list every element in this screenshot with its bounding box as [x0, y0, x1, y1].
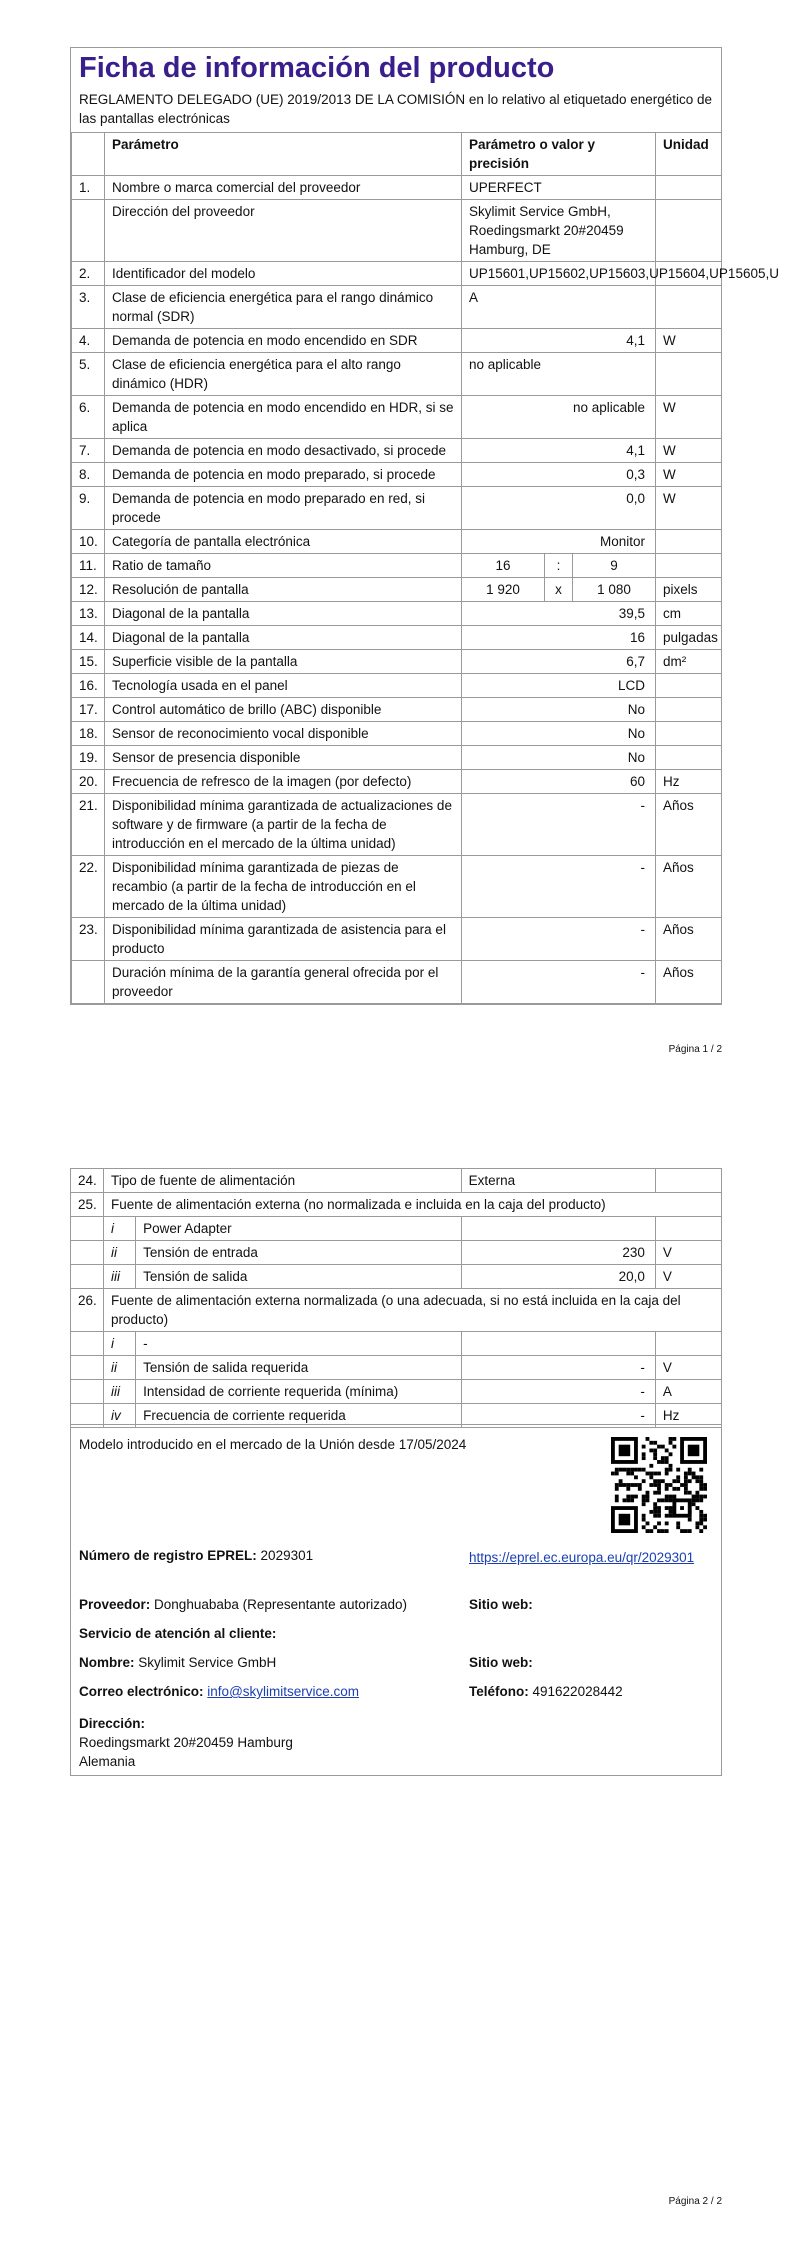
row-parameter: Clase de eficiencia energética para el rango dinámico normal (SDR)	[105, 286, 462, 329]
row-unit: W	[656, 439, 722, 463]
table-row	[72, 602, 722, 626]
eprel-link[interactable]: https://eprel.ec.europa.eu/qr/2029301	[469, 1550, 695, 1565]
row-number: 16.	[72, 674, 105, 698]
row-parameter: Demanda de potencia en modo preparado, si procede	[105, 463, 462, 487]
sub-unit: V	[655, 1356, 721, 1380]
table-row	[72, 746, 722, 770]
row-unit: Años	[656, 918, 722, 961]
sub-value: -	[461, 1380, 655, 1404]
row-value: 60	[462, 770, 656, 794]
row-value: Externa	[461, 1169, 655, 1193]
table-row	[72, 487, 722, 530]
table-row	[72, 961, 722, 1004]
row-value: 6,7	[462, 650, 656, 674]
row-parameter: Fuente de alimentación externa normalizada (o una adecuada, si no está incluida en la caja del producto)	[104, 1289, 722, 1332]
sub-value: -	[461, 1356, 655, 1380]
table-row	[72, 674, 722, 698]
sub-unit	[655, 1217, 721, 1241]
table-row	[72, 722, 722, 746]
page-number-2: Página 2 / 2	[668, 2196, 722, 2207]
row-parameter: Demanda de potencia en modo desactivado, si procede	[105, 439, 462, 463]
row-value-b: 9	[573, 554, 656, 578]
row-number: 23.	[72, 918, 105, 961]
row-unit: pixels	[656, 578, 722, 602]
row-parameter: Control automático de brillo (ABC) disponible	[105, 698, 462, 722]
row-number: 17.	[72, 698, 105, 722]
sub-index: ii	[104, 1241, 136, 1265]
table-row	[72, 578, 722, 602]
row-value-b: 1 080	[573, 578, 656, 602]
supplier-website-label: Sitio web:	[469, 1597, 533, 1612]
row-unit	[656, 353, 722, 396]
table-row	[72, 286, 722, 329]
row-value: Skylimit Service GmbH, Roedingsmarkt 20#20459 Hamburg, DE	[462, 200, 656, 262]
sub-unit: A	[655, 1380, 721, 1404]
row-value-sep: :	[545, 554, 573, 578]
row-parameter: Dirección del proveedor	[105, 200, 462, 262]
row-unit: W	[656, 487, 722, 530]
row-value-a: 1 920	[462, 578, 545, 602]
row-number: 7.	[72, 439, 105, 463]
row-number: 1.	[72, 176, 105, 200]
sub-unit	[655, 1332, 721, 1356]
row-unit	[656, 698, 722, 722]
row-unit: cm	[656, 602, 722, 626]
row-number: 15.	[72, 650, 105, 674]
row-number: 26.	[71, 1289, 104, 1332]
sub-index: i	[104, 1332, 136, 1356]
email-link[interactable]: info@skylimitservice.com	[207, 1684, 360, 1699]
supplier-label: Proveedor:	[79, 1597, 151, 1612]
row-number: 5.	[72, 353, 105, 396]
phone-label: Teléfono:	[469, 1684, 529, 1699]
row-unit	[656, 200, 722, 262]
row-value: LCD	[462, 674, 656, 698]
table-row	[72, 396, 722, 439]
sub-row	[71, 1356, 722, 1380]
row-unit	[656, 746, 722, 770]
row-parameter: Fuente de alimentación externa (no normalizada e incluida en la caja del producto)	[104, 1193, 722, 1217]
row-value: 4,1	[462, 329, 656, 353]
row-value: UP15601,UP15602,UP15603,UP15604,UP15605,U	[462, 262, 656, 286]
row-parameter: Clase de eficiencia energética para el alto rango dinámico (HDR)	[105, 353, 462, 396]
row-unit	[656, 176, 722, 200]
row-unit: Años	[656, 856, 722, 918]
table-row	[71, 1289, 722, 1332]
row-value: A	[462, 286, 656, 329]
contact-info-box	[70, 1424, 722, 1776]
sub-parameter: -	[136, 1332, 462, 1356]
sub-row	[71, 1380, 722, 1404]
sub-index: iii	[104, 1380, 136, 1404]
row-unit: W	[656, 329, 722, 353]
row-number: 22.	[72, 856, 105, 918]
row-value: no aplicable	[462, 396, 656, 439]
row-unit	[656, 554, 722, 578]
table-row	[72, 353, 722, 396]
row-parameter: Sensor de reconocimiento vocal disponible	[105, 722, 462, 746]
row-value: 0,0	[462, 487, 656, 530]
sub-parameter: Tensión de salida	[136, 1265, 462, 1289]
row-value: -	[462, 856, 656, 918]
row-parameter: Tecnología usada en el panel	[105, 674, 462, 698]
row-number: 10.	[72, 530, 105, 554]
row-parameter: Identificador del modelo	[105, 262, 462, 286]
row-unit	[656, 286, 722, 329]
row-parameter: Ratio de tamaño	[105, 554, 462, 578]
row-unit: dm²	[656, 650, 722, 674]
row-parameter: Superficie visible de la pantalla	[105, 650, 462, 674]
sub-value	[461, 1217, 655, 1241]
email-label: Correo electrónico:	[79, 1684, 204, 1699]
row-unit: Años	[656, 961, 722, 1004]
row-number: 20.	[72, 770, 105, 794]
row-value: 39,5	[462, 602, 656, 626]
row-number: 4.	[72, 329, 105, 353]
row-value: No	[462, 722, 656, 746]
eprel-value: 2029301	[260, 1548, 314, 1563]
sub-unit: Hz	[655, 1404, 721, 1428]
row-value: -	[462, 961, 656, 1004]
row-number: 13.	[72, 602, 105, 626]
table-row	[72, 626, 722, 650]
address-line-2: Alemania	[79, 1754, 136, 1769]
regulation-subtitle: REGLAMENTO DELEGADO (UE) 2019/2013 DE LA COMISIÓN en lo relativo al etiquetado energético de las pantallas electrónicas	[79, 92, 713, 126]
sub-parameter: Frecuencia de corriente requerida	[136, 1404, 462, 1428]
row-number: 21.	[72, 794, 105, 856]
row-parameter: Disponibilidad mínima garantizada de actualizaciones de software y de firmware (a partir de la fecha de introducción en el mercado de la última unidad)	[105, 794, 462, 856]
row-parameter: Sensor de presencia disponible	[105, 746, 462, 770]
power-supply-table	[70, 1168, 722, 1428]
table-row	[72, 262, 722, 286]
row-value: UPERFECT	[462, 176, 656, 200]
header-value: Parámetro o valor y precisión	[462, 133, 656, 176]
customer-service-label: Servicio de atención al cliente:	[79, 1626, 277, 1641]
sub-index: iv	[104, 1404, 136, 1428]
table-row	[72, 329, 722, 353]
row-parameter: Demanda de potencia en modo encendido en HDR, si se aplica	[105, 396, 462, 439]
row-unit	[656, 530, 722, 554]
row-parameter: Disponibilidad mínima garantizada de piezas de recambio (a partir de la fecha de introducción en el mercado de la última unidad)	[105, 856, 462, 918]
row-number: 3.	[72, 286, 105, 329]
sub-unit: V	[655, 1265, 721, 1289]
row-unit: W	[656, 396, 722, 439]
sub-parameter: Tensión de entrada	[136, 1241, 462, 1265]
row-parameter: Frecuencia de refresco de la imagen (por defecto)	[105, 770, 462, 794]
table-row	[72, 176, 722, 200]
row-number	[72, 200, 105, 262]
row-parameter: Nombre o marca comercial del proveedor	[105, 176, 462, 200]
row-number: 25.	[71, 1193, 104, 1217]
sub-value: 20,0	[461, 1265, 655, 1289]
row-value: No	[462, 746, 656, 770]
table-row	[72, 200, 722, 262]
table-row	[71, 1193, 722, 1217]
row-value: 4,1	[462, 439, 656, 463]
table-row	[72, 856, 722, 918]
row-number: 9.	[72, 487, 105, 530]
sub-index: ii	[104, 1356, 136, 1380]
row-parameter: Duración mínima de la garantía general ofrecida por el proveedor	[105, 961, 462, 1004]
row-parameter: Tipo de fuente de alimentación	[104, 1169, 462, 1193]
row-parameter: Diagonal de la pantalla	[105, 626, 462, 650]
sub-index: i	[104, 1217, 136, 1241]
table-row	[72, 530, 722, 554]
address-label: Dirección:	[79, 1716, 146, 1731]
page-number-1: Página 1 / 2	[668, 1044, 722, 1055]
table-row	[72, 463, 722, 487]
row-parameter: Resolución de pantalla	[105, 578, 462, 602]
sub-unit: V	[655, 1241, 721, 1265]
sub-value	[461, 1332, 655, 1356]
row-value-a: 16	[462, 554, 545, 578]
table-row	[72, 554, 722, 578]
sub-value: 230	[461, 1241, 655, 1265]
row-value: no aplicable	[462, 353, 656, 396]
row-number: 6.	[72, 396, 105, 439]
row-number: 19.	[72, 746, 105, 770]
row-number: 24.	[71, 1169, 104, 1193]
table-row	[72, 698, 722, 722]
row-number: 11.	[72, 554, 105, 578]
header-unit: Unidad	[656, 133, 722, 176]
sub-row	[71, 1332, 722, 1356]
row-number: 14.	[72, 626, 105, 650]
sub-parameter: Tensión de salida requerida	[136, 1356, 462, 1380]
table-row	[72, 770, 722, 794]
row-unit: Hz	[656, 770, 722, 794]
table-row	[72, 918, 722, 961]
table-row	[72, 794, 722, 856]
row-number: 8.	[72, 463, 105, 487]
row-unit	[656, 674, 722, 698]
name-label: Nombre:	[79, 1655, 135, 1670]
row-unit: Años	[656, 794, 722, 856]
row-unit: W	[656, 463, 722, 487]
sub-row	[71, 1265, 722, 1289]
row-number: 2.	[72, 262, 105, 286]
header-parameter: Parámetro	[105, 133, 462, 176]
row-value: -	[462, 794, 656, 856]
row-parameter: Diagonal de la pantalla	[105, 602, 462, 626]
row-parameter: Demanda de potencia en modo preparado en red, si procede	[105, 487, 462, 530]
row-value: 0,3	[462, 463, 656, 487]
address-line-1: Roedingsmarkt 20#20459 Hamburg	[79, 1735, 293, 1750]
supplier-value: Donghuababa (Representante autorizado)	[154, 1597, 407, 1612]
row-value: No	[462, 698, 656, 722]
phone-value: 491622028442	[532, 1684, 623, 1699]
table-row	[72, 439, 722, 463]
table-row	[71, 1169, 722, 1193]
power-supply-sheet	[70, 1168, 722, 1428]
row-value: Monitor	[462, 530, 656, 554]
row-unit: pulgadas	[656, 626, 722, 650]
sub-parameter: Intensidad de corriente requerida (mínima)	[136, 1380, 462, 1404]
row-value: -	[462, 918, 656, 961]
row-number: 18.	[72, 722, 105, 746]
row-value-sep: x	[545, 578, 573, 602]
row-number	[72, 961, 105, 1004]
row-number: 12.	[72, 578, 105, 602]
row-unit	[656, 722, 722, 746]
name-value: Skylimit Service GmbH	[138, 1655, 277, 1670]
product-info-sheet	[70, 47, 779, 1005]
sub-value: -	[461, 1404, 655, 1428]
row-parameter: Disponibilidad mínima garantizada de asistencia para el producto	[105, 918, 462, 961]
eprel-label: Número de registro EPREL:	[79, 1548, 257, 1563]
qr-code-icon[interactable]	[611, 1437, 707, 1533]
row-value: 16	[462, 626, 656, 650]
sub-row	[71, 1217, 722, 1241]
sub-parameter: Power Adapter	[136, 1217, 462, 1241]
market-date-text: Modelo introducido en el mercado de la Unión desde 17/05/2024	[79, 1437, 467, 1452]
service-website-label: Sitio web:	[469, 1655, 533, 1670]
table-header-row	[72, 133, 722, 176]
sub-row	[71, 1241, 722, 1265]
sheet-title: Ficha de información del producto	[79, 52, 555, 84]
table-row	[72, 650, 722, 674]
parameter-table	[71, 132, 779, 1004]
row-parameter: Categoría de pantalla electrónica	[105, 530, 462, 554]
sub-index: iii	[104, 1265, 136, 1289]
row-parameter: Demanda de potencia en modo encendido en SDR	[105, 329, 462, 353]
